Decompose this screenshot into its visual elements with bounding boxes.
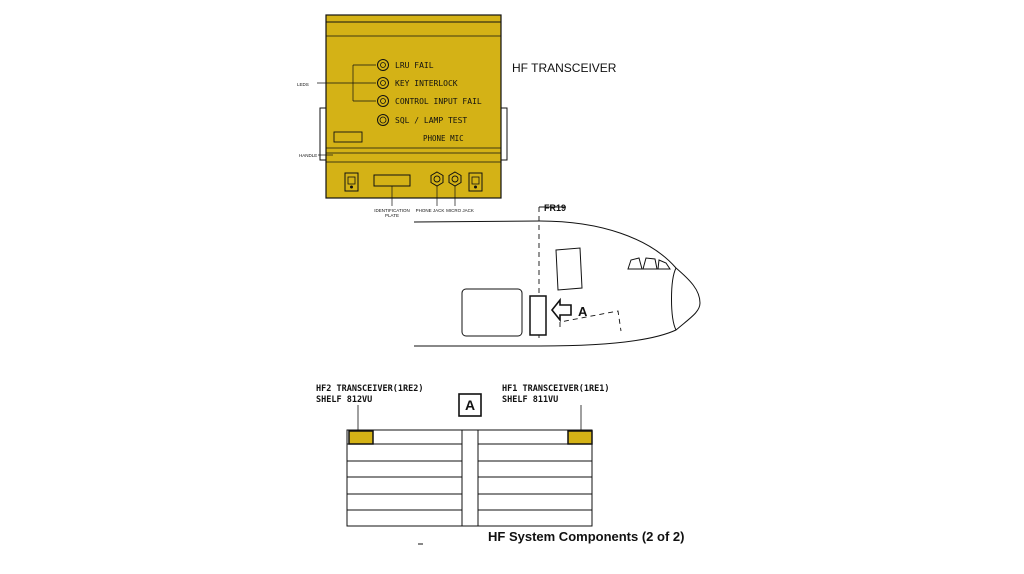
view-a-label: A — [578, 304, 588, 319]
left-handle — [320, 108, 326, 160]
radome-line — [672, 268, 677, 330]
led-control-input-fail — [378, 96, 389, 107]
phone-jack-callout: PHONE JACK — [415, 208, 445, 213]
fuselage-door — [556, 248, 582, 290]
right-handle — [501, 108, 507, 160]
hf-transceiver-unit — [297, 15, 507, 218]
leds-callout-label: LEDS — [297, 82, 309, 87]
hf-transceiver-title: HF TRANSCEIVER — [512, 61, 617, 75]
view-a-detail-letter: A — [464, 397, 476, 413]
indicator-label-control-input-fail: CONTROL INPUT FAIL — [395, 97, 482, 106]
sql-lamp-test-button — [378, 115, 389, 126]
id-plate-callout-line1: IDENTIFICATION — [374, 208, 410, 213]
indicator-label-key-interlock: KEY INTERLOCK — [395, 79, 458, 88]
phone-mic-label: PHONE MIC — [423, 134, 464, 143]
avionics-rack-location — [530, 296, 546, 335]
fuselage-outline — [414, 221, 700, 346]
cockpit-window-3 — [658, 260, 670, 269]
hf1-transceiver-label: HF1 TRANSCEIVER(1RE1) — [502, 384, 610, 394]
figure-caption: HF System Components (2 of 2) — [488, 529, 685, 544]
handle-callout-label: HANDLE — [299, 153, 318, 158]
led-key-interlock — [378, 78, 389, 89]
hf1-transceiver-unit — [568, 431, 592, 444]
indicator-label-sql-lamp-test: SQL / LAMP TEST — [395, 116, 468, 125]
hf1-shelf-label: SHELF 811VU — [502, 395, 559, 405]
avionics-rack — [347, 430, 592, 526]
hf2-shelf-label: SHELF 812VU — [316, 395, 373, 405]
cockpit-window-2 — [643, 258, 657, 269]
indicator-label-lru-fail: LRU FAIL — [395, 61, 434, 70]
hf2-transceiver-label: HF2 TRANSCEIVER(1RE2) — [316, 384, 424, 394]
micro-jack-callout: MICRO JACK — [446, 208, 474, 213]
cargo-door — [462, 289, 522, 336]
id-plate-callout-line2: PLATE — [385, 213, 399, 218]
frame-fr19-label: FR19 — [544, 203, 567, 213]
transceiver-body — [326, 15, 501, 198]
led-lru-fail — [378, 60, 389, 71]
hf2-transceiver-unit — [349, 431, 373, 444]
cockpit-window-1 — [628, 258, 642, 269]
view-a-arrow-icon — [552, 300, 571, 320]
fuselage-nose-section — [414, 207, 700, 346]
